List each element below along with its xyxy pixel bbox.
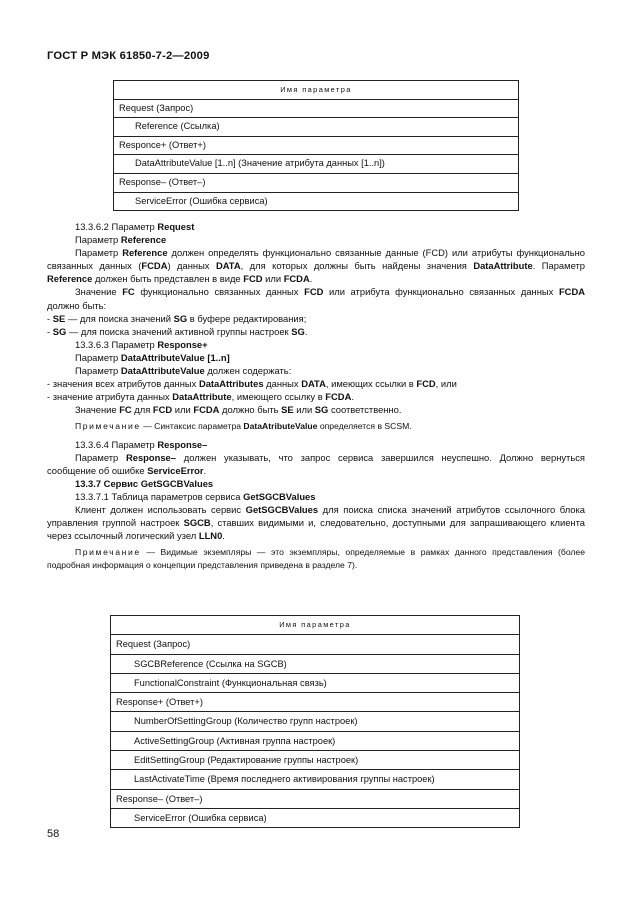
table-row: EditSettingGroup (Редактирование группы настроек) [111, 751, 520, 770]
section-heading: 13.3.7 Сервис GetSGCBValues [75, 477, 214, 489]
table-row: Request (Запрос) [111, 635, 520, 654]
table-row: Responce+ (Ответ+) [114, 136, 519, 155]
table-header: Имя параметра [111, 616, 520, 635]
paragraph: Значение FC для FCD или FCDA должно быть SE или SG соответственно. [75, 404, 402, 416]
parameter-table-2 [110, 615, 520, 828]
paragraph: Параметр Reference должен определять функционально связанные данные (FCD) или атрибуты функционально связанных данных (FCDA) данных DATA, для которых должны быть найдены значения DataAttribute. Параметр Reference должен быть представлен в виде FCD или FCDA. [47, 247, 586, 285]
note: Примечание — Видимые экземпляры — это экземпляры, определяемые в рамках данного представления (более подробная информация о концепции представления приведена в разделе 7). [47, 547, 585, 571]
table-row: LastActivateTime (Время последнего активирования группы настроек) [111, 770, 520, 789]
table-row: SGCBReference (Ссылка на SGCB) [111, 654, 520, 673]
list-item: - SG — для поиска значений активной группы настроек SG. [47, 325, 308, 337]
subsection-heading: 13.3.6.2 Параметр Request [75, 221, 195, 232]
table-row: NumberOfSettingGroup (Количество групп настроек) [111, 712, 520, 731]
body-text [47, 220, 585, 572]
parameter-heading: Параметр Reference [75, 234, 167, 246]
table-row: FunctionalConstraint (Функциональная связь) [111, 673, 520, 692]
table-header: Имя параметра [114, 81, 519, 100]
subsection-heading: 13.3.6.4 Параметр Response– [75, 438, 208, 450]
parameter-heading: Параметр DataAttributeValue [1..n] [75, 351, 230, 363]
document-header: ГОСТ Р МЭК 61850-7-2—2009 [47, 50, 210, 62]
table-row: Response– (Ответ–) [114, 173, 519, 192]
paragraph: Параметр Response– должен указывать, что запрос сервиса завершился неуспешно. Должно вернуться сообщение об ошибке ServiceError. [47, 451, 585, 476]
table-row: ActiveSettingGroup (Активная группа настроек) [111, 731, 520, 750]
list-item: - SE — для поиска значений SG в буфере редактирования; [47, 312, 307, 324]
paragraph: Значение FC функционально связанных данных FCD или атрибута функционально связанных данных FCDA должно быть: [47, 286, 585, 311]
table-row: Request (Запрос) [114, 99, 519, 118]
table-row: Response+ (Ответ+) [111, 693, 520, 712]
table-row: Response– (Ответ–) [111, 789, 520, 808]
subsection-heading: 13.3.6.3 Параметр Response+ [75, 338, 208, 350]
parameter-table-1 [113, 80, 519, 211]
table-row: ServiceError (Ошибка сервиса) [111, 808, 520, 827]
table-row: Reference (Ссылка) [114, 118, 519, 137]
paragraph: Параметр DataAttributeValue должен содержать: [75, 365, 292, 377]
page-number: 58 [47, 828, 60, 840]
subsection-heading: 13.3.7.1 Таблица параметров сервиса GetSGCBValues [75, 490, 316, 502]
table-row: ServiceError (Ошибка сервиса) [114, 192, 519, 211]
table-row: DataAttributeValue [1..n] (Значение атрибута данных [1..n]) [114, 155, 519, 174]
paragraph: Клиент должен использовать сервис GetSGCBValues для поиска списка значений атрибутов ссылочного блока управления группой настроек SGCB, ставших видимыми и, следовательно, доступными для запрашивающего клиента через ссылочный логический узел LLN0. [47, 503, 586, 542]
list-item: - значения всех атрибутов данных DataAttributes данных DATA, имеющих ссылки в FCD, или [47, 378, 457, 390]
note: Примечание — Синтаксис параметра DataAtributeValue определяется в SCSM. [75, 421, 412, 432]
list-item: - значение атрибута данных DataAttribute, имеющего ссылку в FCDA. [47, 391, 354, 403]
